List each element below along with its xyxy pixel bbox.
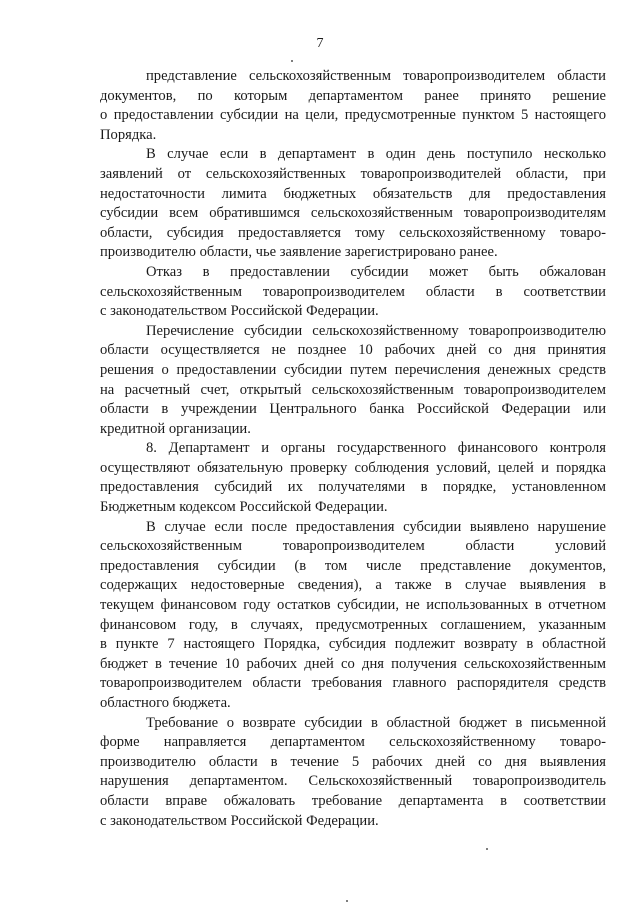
text-line: В случае если в департамент в один день поступило несколько [146, 146, 606, 163]
text-line: сельскохозяйственным товаропроизводителем области в соответствии [100, 283, 606, 300]
text-line: содержащих недостоверные сведения), а также в случае выявления в [100, 577, 606, 594]
text-line: осуществляют обязательную проверку соблюдения условий, целей и порядка [100, 459, 606, 476]
text-line: субсидии всем обратившимся сельскохозяйственным товаропроизводителям [100, 205, 606, 222]
text-line: кредитной организации. [100, 420, 251, 437]
text-line: производителю области, чье заявление зарегистрировано ранее. [100, 244, 498, 261]
text-line: на расчетный счет, открытый сельскохозяйственным товаропроизводителем [100, 381, 606, 398]
text-line: сельскохозяйственным товаропроизводителем области условий [100, 538, 606, 555]
text-line: заявлений от сельскохозяйственных товаропроизводителей области, при [100, 165, 606, 182]
text-line: Требование о возврате субсидии в областной бюджет в письменной [146, 714, 606, 731]
paragraph [100, 322, 606, 440]
scan-speck [486, 848, 488, 850]
paragraph [100, 714, 606, 832]
text-line: документов, по которым департаментом ранее принято решение [100, 87, 606, 104]
text-line: о предоставлении субсидии на цели, предусмотренные пунктом 5 настоящего [100, 107, 606, 124]
text-line: недостаточности лимита бюджетных обязательств для предоставления [100, 185, 606, 202]
text-line: предоставления субсидии (в том числе представление документов, [100, 557, 606, 574]
paragraph [100, 67, 606, 145]
text-line: Отказ в предоставлении субсидии может быть обжалован [146, 263, 606, 280]
text-line: решения о предоставлении субсидии путем перечисления денежных средств [100, 361, 606, 378]
text-line: форме направляется департаментом сельскохозяйственному товаро- [100, 734, 606, 751]
text-line: В случае если после предоставления субсидии выявлено нарушение [146, 518, 606, 535]
document-body [100, 67, 606, 831]
text-line: области в учреждении Центрального банка Российской Федерации или [100, 401, 606, 418]
text-line: финансовом году, в случаях, предусмотренных соглашением, указанным [100, 616, 606, 633]
text-line: предоставления субсидий их получателями в порядке, установленном [100, 479, 606, 496]
text-line: области осуществляется не позднее 10 рабочих дней со дня принятия [100, 342, 606, 359]
text-line: с законодательством Российской Федерации. [100, 303, 379, 320]
page-number: 7 [316, 36, 324, 51]
text-line: производителю области в течение 5 рабочих дней со дня выявления [100, 753, 606, 770]
text-line: Порядка. [100, 126, 157, 143]
text-line: бюджет в течение 10 рабочих дней со дня получения сельскохозяйственным [100, 655, 606, 672]
text-line: 8. Департамент и органы государственного финансового контроля [146, 440, 606, 457]
text-line: представление сельскохозяйственным товаропроизводителем области [146, 68, 606, 84]
paragraph [100, 145, 606, 263]
text-line: Перечисление субсидии сельскохозяйственному товаропроизводителю [146, 322, 606, 339]
text-line: товаропроизводителем области требования главного распорядителя средств [100, 675, 606, 692]
paragraph [100, 439, 606, 517]
text-line: Бюджетным кодексом Российской Федерации. [100, 499, 388, 516]
text-line: с законодательством Российской Федерации. [100, 812, 379, 829]
paragraph [100, 518, 606, 714]
paragraph [100, 263, 606, 322]
text-line: области вправе обжаловать требование департамента в соответствии [100, 792, 606, 809]
text-line: областного бюджета. [100, 695, 231, 711]
text-line: области, субсидия предоставляется тому сельскохозяйственному товаро- [100, 224, 606, 241]
text-line: текущем финансовом году остатков субсидии, не использованных в отчетном [100, 597, 606, 614]
scan-speck [291, 60, 293, 62]
scan-speck [346, 900, 348, 902]
text-line: нарушения департаментом. Сельскохозяйственный товаропроизводитель [100, 773, 606, 790]
text-line: в пункте 7 настоящего Порядка, субсидия подлежит возврату в областной [100, 636, 606, 653]
